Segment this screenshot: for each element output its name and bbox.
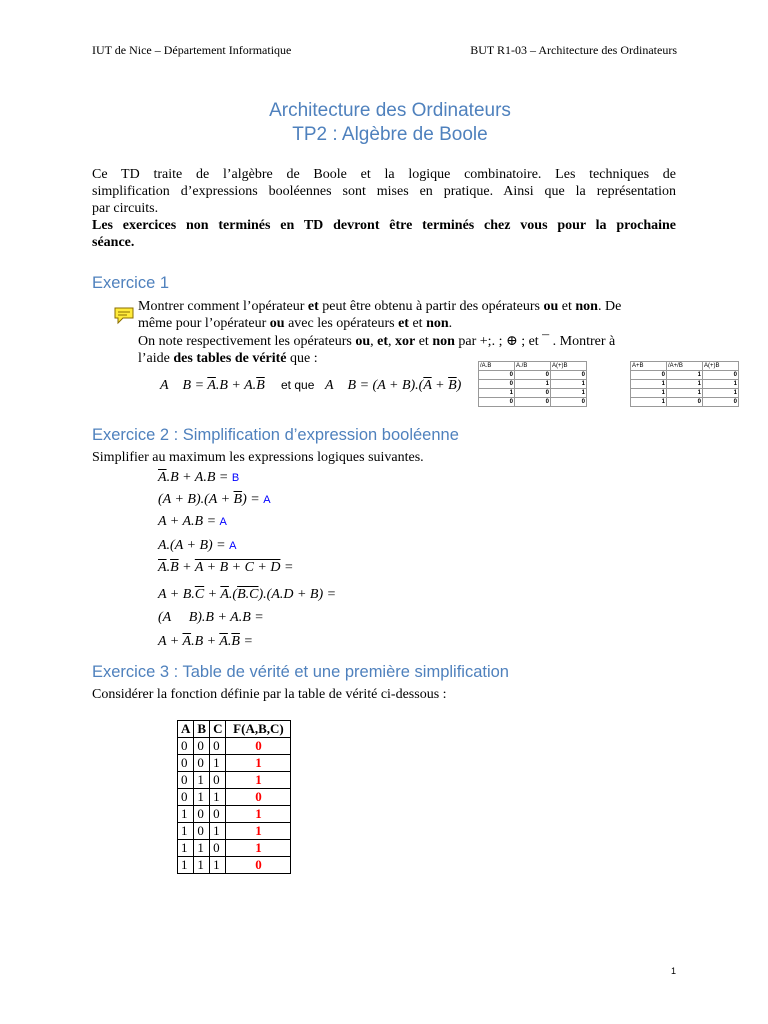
ex2-heading: Exercice 2 : Simplification d’expression booléenne [92, 426, 459, 444]
table-cell: 0 [479, 380, 515, 389]
table-header: B [194, 721, 210, 738]
table-cell: 1 [667, 371, 703, 380]
table-header: /A+/B [667, 362, 703, 371]
ex1-table1 [478, 361, 587, 407]
ex3-intro: Considérer la fonction définie par la table de vérité ci-dessous : [92, 687, 447, 702]
table-cell: 0 [703, 398, 739, 407]
ex1-equation1: A $B = \overline{A}.B + A.\overline{B}$ [160, 378, 265, 393]
table-header: F(A,B,C) [226, 721, 291, 738]
table-header: /A.B [479, 362, 515, 371]
table-cell: 1 [631, 389, 667, 398]
truth-table [177, 720, 291, 874]
table-cell: 0 [479, 371, 515, 380]
ex1-heading: Exercice 1 [92, 274, 170, 292]
intro-line2: simplification d’expressions booléennes sont mises en pratique. Ainsi que la représentation [92, 184, 676, 199]
intro-bold-line1: Les exercices non terminés en TD devront être terminés chez vous pour la prochaine [92, 218, 676, 233]
ex2-intro: Simplifier au maximum les expressions logiques suivantes. [92, 450, 424, 465]
table-row: 1 1 0 1 [178, 840, 291, 857]
note-icon [113, 305, 135, 325]
ex2-expr-6: $A + B.\overline{C} + \overline{A}.(B.C).(A.D + B)$ = [158, 587, 337, 602]
table-header: A(+)B [703, 362, 739, 371]
table-cell: 1 [551, 380, 587, 389]
table-row: 0 1 0 1 [178, 772, 291, 789]
table-cell: 0 [703, 371, 739, 380]
table-row: 1 0 1 1 [178, 823, 291, 840]
table-row: 0 1 1 0 [178, 789, 291, 806]
ex1-line2: même pour l’opérateur ou avec les opérateurs et et non. [138, 316, 453, 331]
header-left: IUT de Nice – Département Informatique [92, 43, 292, 57]
et-que-label: et que [281, 378, 315, 392]
answer-1: B [231, 472, 240, 484]
table-header: A(+)B [551, 362, 587, 371]
intro-line1: Ce TD traite de l’algèbre de Boole et la logique combinatoire. Les techniques de [92, 167, 676, 182]
header-right: BUT R1-03 – Architecture des Ordinateurs [470, 43, 677, 57]
table-cell: 0 [515, 389, 551, 398]
table-cell: 0 [515, 398, 551, 407]
ex2-expr-8: $A + \overline{A}.B + \overline{A}.\overline{B}$ = [158, 634, 253, 649]
table-row: 0 0 1 1 [178, 755, 291, 772]
table-header: A+B [631, 362, 667, 371]
table-header: C [210, 721, 226, 738]
answer-4: A [229, 540, 237, 552]
table-cell: 1 [551, 389, 587, 398]
table-header: A./B [515, 362, 551, 371]
ex2-expr-5: $\overline{A}.\overline{B} + A + B + C + D$ = [158, 560, 294, 575]
table-cell: 0 [551, 371, 587, 380]
ex1-line1: Montrer comment l’opérateur et peut être obtenu à partir des opérateurs ou et non. De [138, 299, 622, 314]
ex2-expr-2: $(A + B).(A + \overline{B}) = A$ [158, 492, 271, 507]
intro-bold-line2: séance. [92, 235, 135, 250]
title-line2: TP2 : Algèbre de Boole [292, 124, 488, 145]
table-cell: 1 [631, 398, 667, 407]
ex1-table2 [630, 361, 739, 407]
intro-line3: par circuits. [92, 201, 159, 216]
ex1-line3: On note respectivement les opérateurs ou, et, xor et non par +;. ; ⊕ ; et ¯ . Montrer à [138, 334, 616, 349]
ex3-heading: Exercice 3 : Table de vérité et une première simplification [92, 663, 509, 681]
table-cell: 0 [667, 398, 703, 407]
ex2-expr-4: A.(A + B) = A [158, 538, 237, 553]
table-cell: 1 [631, 380, 667, 389]
ex2-expr-7: (A B).B + A.B = [158, 610, 264, 625]
title-line1: Architecture des Ordinateurs [269, 100, 511, 121]
table-cell: 1 [667, 380, 703, 389]
table-row: 1 0 0 1 [178, 806, 291, 823]
table-cell: 0 [631, 371, 667, 380]
table-cell: 1 [703, 389, 739, 398]
ex1-line4: l’aide des tables de vérité que : [138, 351, 318, 366]
table-header: A [178, 721, 194, 738]
table-cell: 1 [703, 380, 739, 389]
answer-2: A [263, 494, 271, 506]
table-cell: 0 [479, 398, 515, 407]
table-cell: 1 [479, 389, 515, 398]
ex2-expr-1: $\overline{A}.B + A.B = B$ [158, 470, 240, 485]
ex1-equation2: A $B = (A + B).(\overline{A} + \overline{B})$ [325, 378, 462, 393]
table-cell: 1 [667, 389, 703, 398]
table-row: 0 0 0 0 [178, 738, 291, 755]
table-row: 1 1 1 0 [178, 857, 291, 874]
page-number: 1 [671, 966, 677, 976]
ex2-expr-3: A + A.B = A [158, 514, 227, 529]
answer-3: A [219, 516, 227, 528]
table-cell: 0 [551, 398, 587, 407]
table-cell: 0 [515, 371, 551, 380]
table-cell: 1 [515, 380, 551, 389]
